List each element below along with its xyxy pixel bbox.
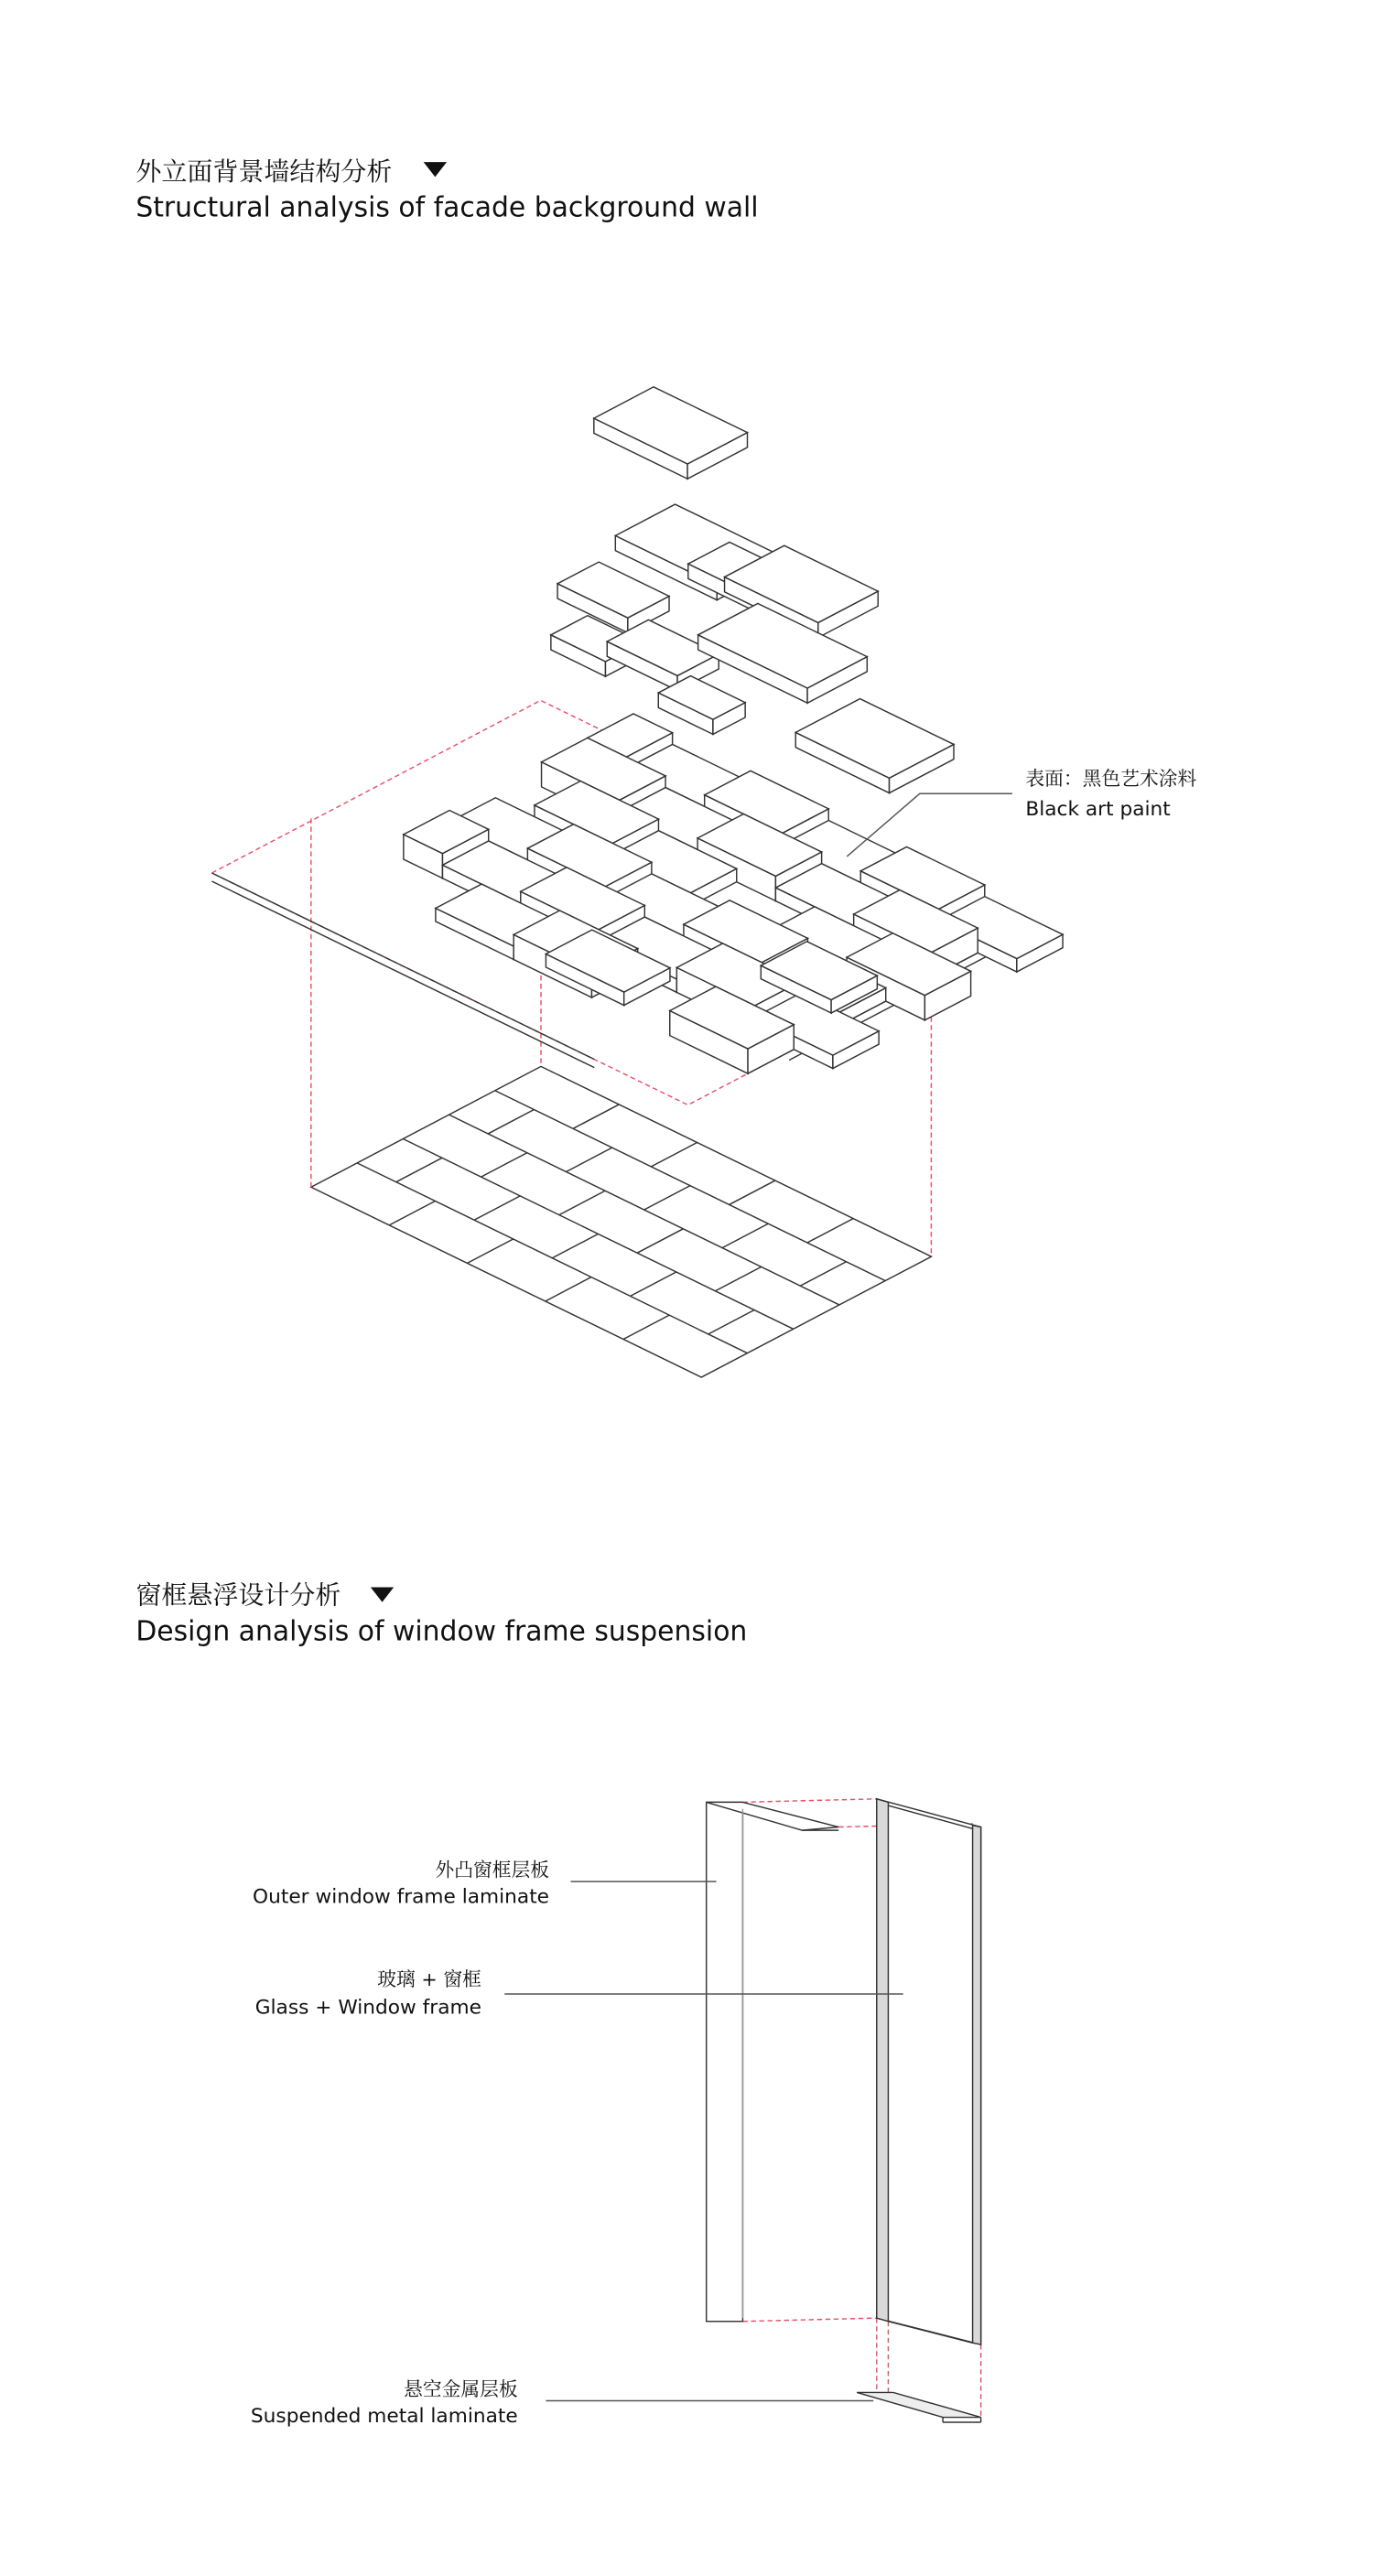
section2-title-en: Design analysis of window frame suspension [135,1615,748,1648]
floor-joint [708,1310,754,1334]
section2-title-cn: 窗框悬浮设计分析 [135,1579,341,1611]
floor-joint [730,1180,775,1204]
floor-joint [474,1196,520,1220]
triangle-down-icon [371,1588,394,1602]
floor-joint [651,1143,697,1167]
floor-joint [559,1191,605,1214]
outer-laminate [707,1802,839,2321]
section1-title-en: Structural analysis of facade background wall [135,191,759,224]
label-metal-cn: 悬空金属层板 [404,2378,518,2401]
metal-laminate [857,2392,981,2422]
exploded-wall-diagram [211,387,1063,1377]
floor-joint [552,1234,598,1257]
floor-joint [467,1239,513,1263]
window-labels [251,1859,549,2428]
section1-heading [135,156,758,224]
floor-joint [389,1201,435,1224]
floor-joint [631,1272,676,1296]
floor-joint [396,1158,442,1181]
triangle-down-icon [424,162,447,177]
floor-joint [546,1277,591,1301]
floor-joint [623,1315,669,1339]
floor-joint [573,1105,619,1128]
window-frame-diagram [504,1799,980,2422]
floor-joint [644,1186,690,1210]
label-outer-cn: 外凸窗框层板 [435,1859,550,1881]
floor-joint [800,1262,846,1286]
floor-joint [715,1266,761,1290]
floor-joint [488,1110,534,1134]
floor-tile-outline [311,1066,932,1377]
section1-title-cn: 外立面背景墙结构分析 [135,156,393,187]
glass-frame [877,1799,981,2344]
floor-joint [722,1223,768,1247]
floor-joint [637,1229,683,1253]
leader-lines [504,1881,903,2400]
floor-joint [807,1219,853,1243]
label-outer-en: Outer window frame laminate [253,1885,550,1909]
floor-joint [566,1148,611,1171]
paint-label-cn: 表面：黑色艺术涂料 [1025,768,1197,791]
paint-label-en: Black art paint [1025,797,1171,821]
label-glass-cn: 玻璃 + 窗框 [377,1967,481,1990]
label-glass-en: Glass + Window frame [254,1996,481,2020]
floor-joint [481,1153,527,1177]
section2-heading [135,1580,747,1648]
label-metal-en: Suspended metal laminate [250,2404,518,2428]
